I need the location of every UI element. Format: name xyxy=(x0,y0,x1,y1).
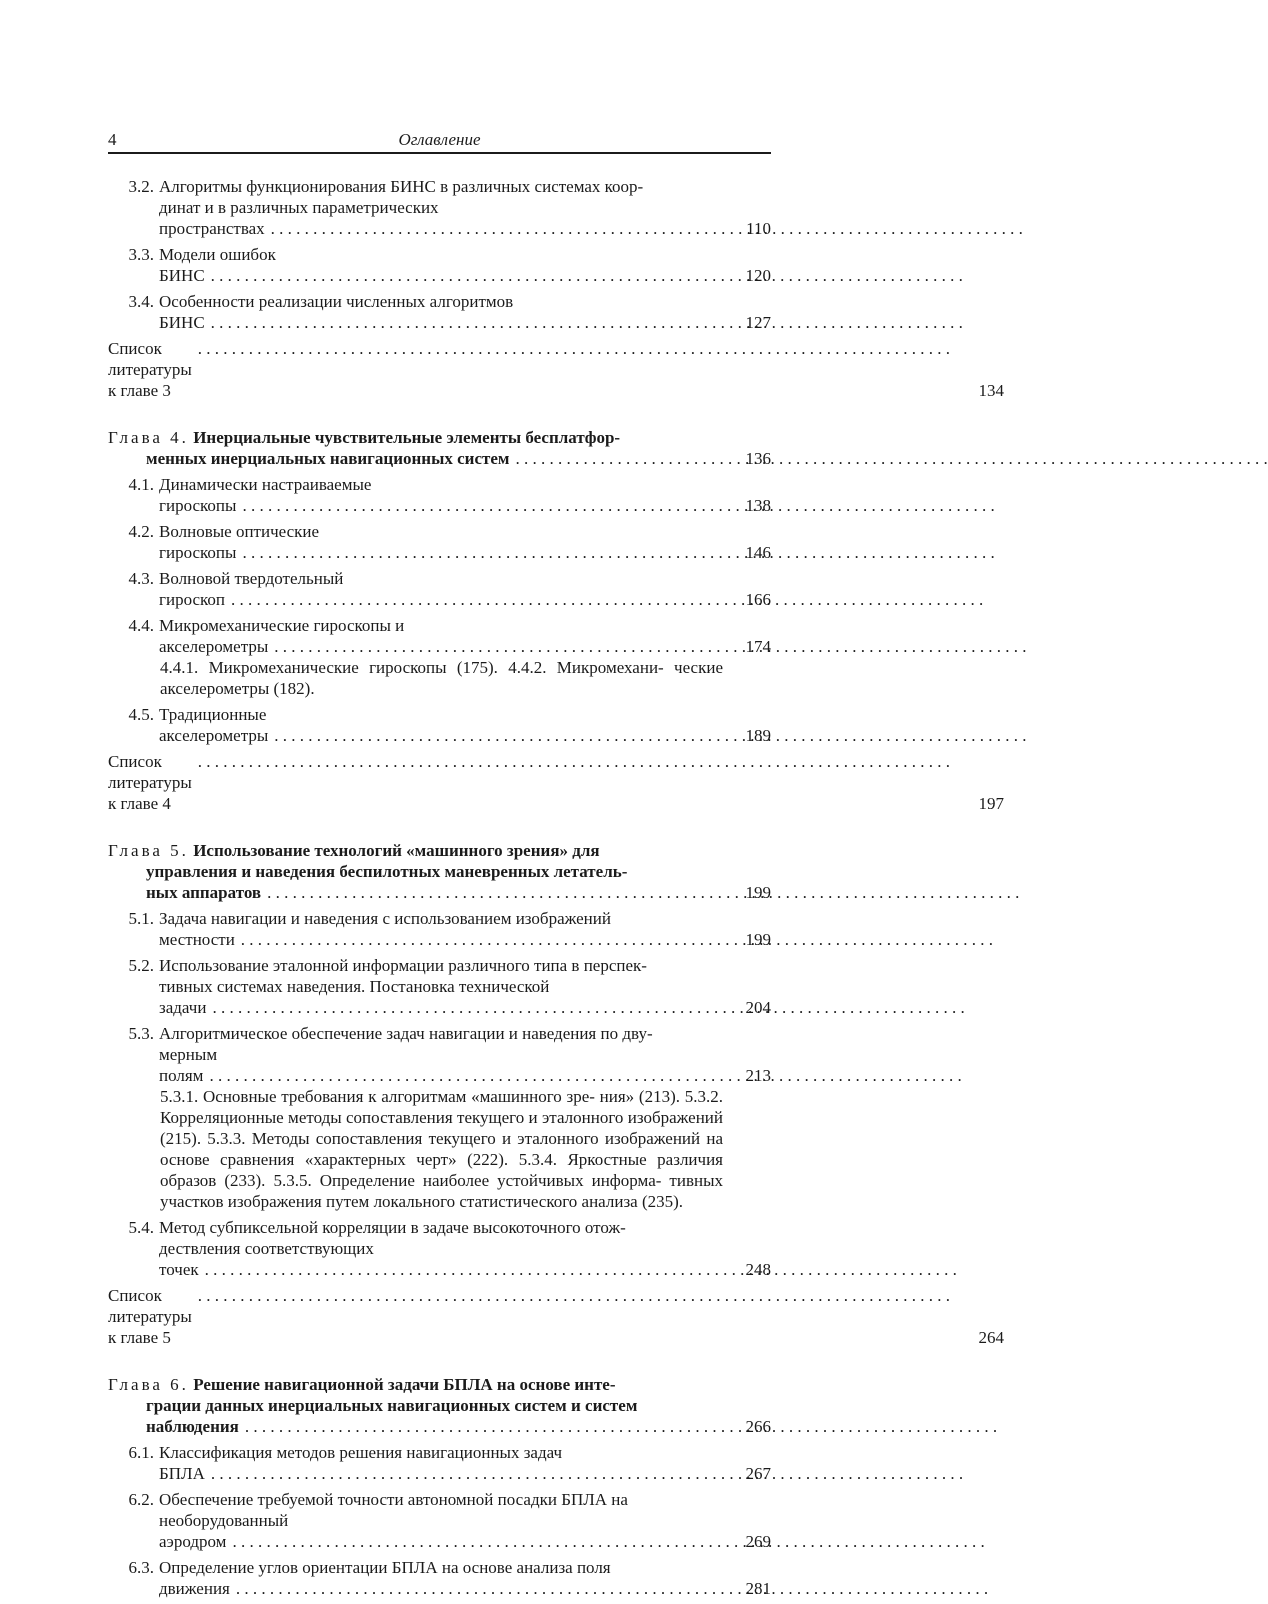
page-ref: 197 xyxy=(978,794,1005,813)
dot-leader xyxy=(198,338,950,359)
entry-title-last: Список литературы к главе 3 xyxy=(108,339,192,400)
section-number: 6.3. xyxy=(128,1558,154,1577)
dot-leader xyxy=(211,266,963,285)
dot-leader xyxy=(236,1579,988,1598)
page-ref: 199 xyxy=(745,930,771,949)
section-number: 3.4. xyxy=(128,292,154,311)
chapter-title-line: грации данных инерциальных навигационных систем и систем xyxy=(146,1396,638,1415)
section-number: 4.2. xyxy=(128,522,154,541)
chapter-title-last: менных инерциальных навигационных систем xyxy=(146,449,510,468)
toc-chapter-4[interactable] xyxy=(108,427,771,469)
section-number: 5.4. xyxy=(128,1218,154,1237)
entry-title-line: Определение углов ориентации БПЛА на основе анализа поля xyxy=(159,1558,611,1577)
page-ref: 174 xyxy=(745,637,771,656)
section-number: 4.4. xyxy=(128,616,154,635)
chapter-title-last: наблюдения xyxy=(146,1417,239,1436)
toc-entry-4-5[interactable] xyxy=(108,704,771,746)
section-number: 5.3. xyxy=(128,1024,154,1043)
toc-chapter-6[interactable] xyxy=(108,1374,771,1437)
toc-entry-5-3[interactable] xyxy=(108,1023,771,1086)
entry-title-last: движения xyxy=(159,1579,230,1598)
entry-title-last: Классификация методов решения навигационных задач БПЛА xyxy=(159,1443,563,1483)
dot-leader xyxy=(209,1066,961,1085)
toc-entry-3-3[interactable] xyxy=(108,244,771,286)
subsection-list-4-4: 4.4.1. Микромеханические гироскопы (175). 4.4.2. Микромехани- ческие акселерометры (182). xyxy=(160,658,723,698)
toc-entry-4-2[interactable] xyxy=(108,521,771,563)
page-ref: 146 xyxy=(745,543,771,562)
entry-title-line: Задача навигации и наведения с использованием изображений xyxy=(159,909,611,928)
page-ref: 264 xyxy=(978,1328,1005,1347)
entry-title-last: мерным полям xyxy=(159,1045,218,1085)
toc-entry-3-4[interactable] xyxy=(108,291,771,333)
dot-leader xyxy=(205,1260,957,1279)
section-number: 3.3. xyxy=(128,245,154,264)
dot-leader xyxy=(515,448,1267,469)
page-ref: 110 xyxy=(746,219,771,238)
entry-title-last: Список литературы к главе 5 xyxy=(108,1286,192,1347)
toc-entry-5-1[interactable] xyxy=(108,908,771,950)
page-ref: 267 xyxy=(745,1464,771,1483)
entry-title-last: Динамически настраиваемые гироскопы xyxy=(159,475,372,515)
entry-title-last: Волновые оптические гироскопы xyxy=(159,522,320,562)
toc-entry-4-4[interactable] xyxy=(108,615,771,657)
dot-leader xyxy=(198,751,950,772)
entry-title-last: Микромеханические гироскопы и акселерометры xyxy=(159,616,405,656)
dot-leader xyxy=(211,313,963,332)
entry-title-last: Волновой твердотельный гироскоп xyxy=(159,569,344,609)
page-ref: 136 xyxy=(745,449,771,468)
page-ref: 204 xyxy=(745,998,771,1017)
chapter-title-line: Решение навигационной задачи БПЛА на основе инте- xyxy=(193,1375,616,1394)
page-ref: 166 xyxy=(745,590,771,609)
entry-title-last: динат и в различных параметрических пространствах xyxy=(159,198,439,238)
toc-entry-3-2[interactable] xyxy=(108,176,771,239)
chapter-title-line: управления и наведения беспилотных маневренных летатель- xyxy=(146,862,628,881)
table-of-contents xyxy=(108,176,1005,1604)
chapter-label: Глава 6. xyxy=(108,1375,189,1394)
dot-leader xyxy=(274,726,1026,745)
section-number: 6.1. xyxy=(128,1443,154,1462)
entry-title-last: Традиционные акселерометры xyxy=(159,705,269,745)
section-number: 4.1. xyxy=(128,475,154,494)
chapter-title-line: Использование технологий «машинного зрения» для xyxy=(193,841,600,860)
toc-entry-5-2[interactable] xyxy=(108,955,771,1018)
section-number: 4.5. xyxy=(128,705,154,724)
entry-title-last: дествления соответствующих точек xyxy=(159,1239,374,1279)
page-header xyxy=(108,128,771,154)
toc-entry-6-2[interactable] xyxy=(108,1489,771,1552)
entry-title-last: необорудованный аэродром xyxy=(159,1511,289,1551)
section-number: 5.1. xyxy=(128,909,154,928)
dot-leader xyxy=(267,882,1019,903)
dot-leader xyxy=(242,496,994,515)
section-number: 3.2. xyxy=(128,177,154,196)
page-ref: 248 xyxy=(745,1260,771,1279)
chapter-title-line: Инерциальные чувствительные элементы бесплатфор- xyxy=(193,428,621,447)
page-ref: 213 xyxy=(745,1066,771,1085)
page-number: 4 xyxy=(108,130,117,149)
entry-title-last: местности xyxy=(159,930,235,949)
page-ref: 199 xyxy=(745,883,771,902)
chapter-label: Глава 4. xyxy=(108,428,189,447)
toc-entry-literature-4[interactable] xyxy=(108,751,1005,814)
entry-title-line: Использование эталонной информации различного типа в перспек- xyxy=(159,956,647,975)
toc-entry-6-3[interactable] xyxy=(108,1557,771,1599)
entry-title-last: Модели ошибок БИНС xyxy=(159,245,276,285)
entry-title-line: Обеспечение требуемой точности автономной посадки БПЛА на xyxy=(159,1490,628,1509)
toc-entry-4-1[interactable] xyxy=(108,474,771,516)
dot-leader xyxy=(274,637,1026,656)
chapter-label: Глава 5. xyxy=(108,841,189,860)
dot-leader xyxy=(241,930,993,949)
toc-entry-4-3[interactable] xyxy=(108,568,771,610)
page-ref: 134 xyxy=(978,381,1005,400)
toc-entry-5-4[interactable] xyxy=(108,1217,771,1280)
entry-title-last: Список литературы к главе 4 xyxy=(108,752,192,813)
page-ref: 127 xyxy=(745,313,771,332)
entry-title-last: Особенности реализации численных алгоритмов БИНС xyxy=(159,292,514,332)
page-ref: 189 xyxy=(745,726,771,745)
dot-leader xyxy=(242,543,994,562)
toc-chapter-5[interactable] xyxy=(108,840,771,903)
entry-title-line: Алгоритмы функционирования БИНС в различных системах коор- xyxy=(159,177,644,196)
entry-title-last: тивных системах наведения. Постановка технической задачи xyxy=(159,977,550,1017)
subsection-list-5-3: 5.3.1. Основные требования к алгоритмам «машинного зре- ния» (213). 5.3.2. Корреляционные методы сопоставления текущего и эталонного изображений (215). 5.3.3. Методы сопоставления текущего и эталонного изображений на основе сравнения «характерных черт» (222). 5.3.4. Яркостные различия образов (233). 5.3.5. Определение наиболее устойчивых информа- тивных участков изображения путем локального статистического анализа (235). xyxy=(160,1087,723,1211)
page-ref: 266 xyxy=(745,1417,771,1436)
entry-title-line: Алгоритмическое обеспечение задач навигации и наведения по дву- xyxy=(159,1024,653,1043)
dot-leader xyxy=(232,1532,984,1551)
dot-leader xyxy=(245,1416,997,1437)
running-title: Оглавление xyxy=(398,130,481,149)
toc-entry-literature-5[interactable] xyxy=(108,1285,1005,1348)
dot-leader xyxy=(231,590,983,609)
page-ref: 281 xyxy=(745,1579,771,1598)
dot-leader xyxy=(198,1285,950,1306)
page-ref: 138 xyxy=(745,496,771,515)
toc-entry-6-1[interactable] xyxy=(108,1442,771,1484)
chapter-title-last: ных аппаратов xyxy=(146,883,262,902)
dot-leader xyxy=(212,998,964,1017)
dot-leader xyxy=(271,219,1023,238)
page-ref: 120 xyxy=(745,266,771,285)
section-number: 4.3. xyxy=(128,569,154,588)
entry-title-line: Метод субпиксельной корреляции в задаче высокоточного отож- xyxy=(159,1218,626,1237)
section-number: 6.2. xyxy=(128,1490,154,1509)
page-ref: 269 xyxy=(745,1532,771,1551)
dot-leader xyxy=(211,1464,963,1483)
toc-entry-literature-3[interactable] xyxy=(108,338,1005,401)
section-number: 5.2. xyxy=(128,956,154,975)
